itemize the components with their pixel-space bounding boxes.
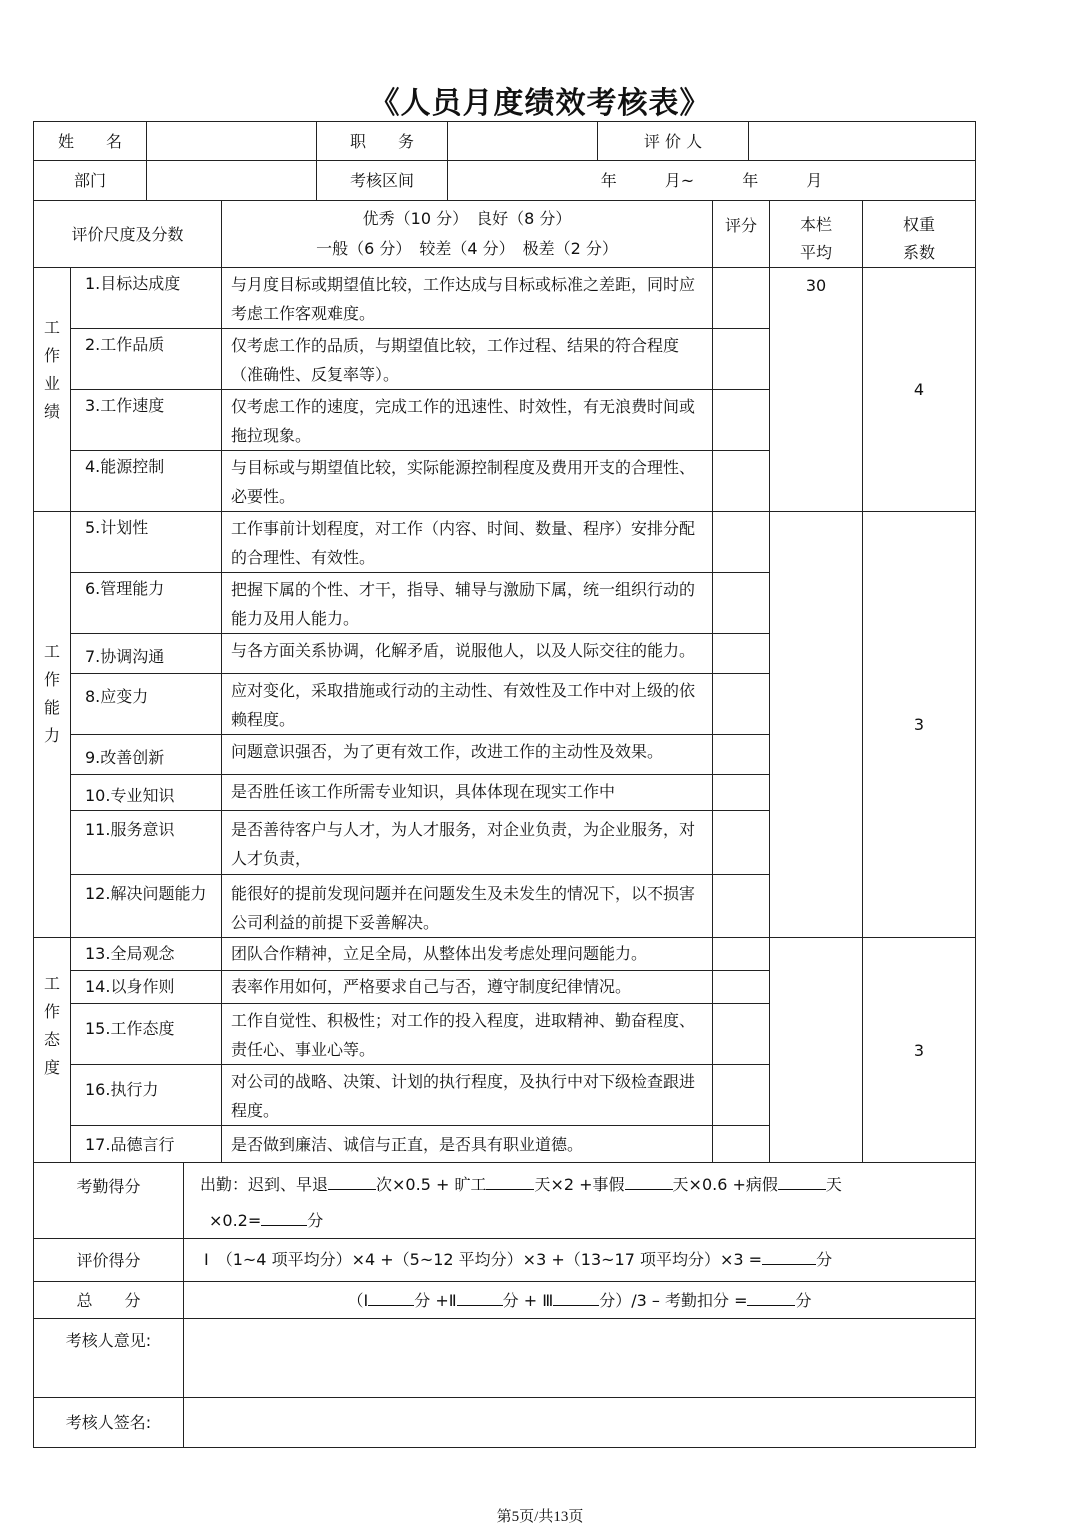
name-field[interactable] [146,121,317,161]
position-label: 职 务 [316,121,448,161]
item-description: 与月度目标或期望值比较，工作达成与目标或标准之差距，同时应考虑工作客观难度。 [221,267,713,329]
item-name: 8.应变力 [70,673,222,735]
attendance-label: 考勤得分 [33,1162,184,1239]
item-name: 7.协调沟通 [70,633,222,674]
attendance-score-blank[interactable] [261,1207,307,1226]
total-score-blank[interactable] [747,1287,795,1306]
item-score[interactable] [712,1125,770,1163]
item-score[interactable] [712,450,770,512]
item-name: 12.解决问题能力 [70,874,222,938]
item-name: 17.品德言行 [70,1125,222,1163]
period-label: 考核区间 [316,160,448,201]
group-weight-attitude: 3 [862,937,976,1163]
period-field[interactable]: 年 月~ 年 月 [447,160,976,201]
item-description: 对公司的战略、决策、计划的执行程度，及执行中对下级检查跟进程度。 [221,1064,713,1126]
item-score[interactable] [712,673,770,735]
department-label: 部门 [33,160,147,201]
item-name: 16.执行力 [70,1064,222,1126]
item-name: 3.工作速度 [70,389,222,451]
group-weight-ability: 3 [862,511,976,938]
scale-line-1: 优秀（10 分） 良好（8 分） [362,209,572,228]
attendance-formula: 出勤：迟到、早退 次×0.5 + 旷工 天×2 +事假 天×0.6 +病假 天 ×0.2= 分 [183,1162,976,1239]
item-name: 4.能源控制 [70,450,222,512]
item-description: 表率作用如何，严格要求自己与否，遵守制度纪律情况。 [221,970,713,1004]
item-description: 工作事前计划程度，对工作（内容、时间、数量、程序）安排分配的合理性、有效性。 [221,511,713,573]
item-name: 1.目标达成度 [70,267,222,329]
item-name: 13.全局观念 [70,937,222,971]
total-iii-blank[interactable] [553,1287,599,1306]
evaluator-label: 评 价 人 [597,121,749,161]
position-field[interactable] [447,121,598,161]
total-label: 总 分 [33,1281,184,1319]
item-description: 与各方面关系协调，化解矛盾，说服他人，以及人际交往的能力。 [221,633,713,674]
evaluator-field[interactable] [748,121,976,161]
item-name: 9.改善创新 [70,734,222,775]
personal-leave-blank[interactable] [625,1171,673,1190]
item-description: 应对变化，采取措施或行动的主动性、有效性及工作中对上级的依赖程度。 [221,673,713,735]
late-count-blank[interactable] [328,1171,376,1190]
group-average-attitude [769,937,863,1163]
item-name: 11.服务意识 [70,810,222,875]
item-description: 仅考虑工作的品质，与期望值比较，工作过程、结果的符合程度（准确性、反复率等）。 [221,328,713,390]
page-title: 《人员月度绩效考核表》 [369,86,711,121]
item-score[interactable] [712,1064,770,1126]
group-label-performance: 工作业绩 [33,267,71,512]
item-description: 是否善待客户与人才，为人才服务，对企业负责，为企业服务，对人才负责， [221,810,713,875]
item-score[interactable] [712,734,770,775]
item-score[interactable] [712,267,770,329]
name-label: 姓 名 [33,121,147,161]
total-formula: （Ⅰ 分 +Ⅱ 分 + Ⅲ 分）/3 – 考勤扣分 = 分 [183,1281,976,1319]
absent-days-blank[interactable] [486,1171,534,1190]
item-description: 把握下属的个性、才干，指导、辅导与激励下属，统一组织行动的能力及用人能力。 [221,572,713,634]
item-description: 团队合作精神，立足全局，从整体出发考虑处理问题能力。 [221,937,713,971]
item-description: 工作自觉性、积极性；对工作的投入程度，进取精神、勤奋程度、责任心、事业心等。 [221,1003,713,1065]
group-average-performance: 30 [769,267,863,512]
item-score[interactable] [712,389,770,451]
scale-description [221,200,713,268]
group-label-attitude: 工作态度 [33,937,71,1163]
item-score[interactable] [712,970,770,1004]
item-score[interactable] [712,1003,770,1065]
appraisal-form [33,121,976,1448]
item-score[interactable] [712,774,770,811]
item-description: 仅考虑工作的速度，完成工作的迅速性、时效性，有无浪费时间或拖拉现象。 [221,389,713,451]
evaluation-label: 评价得分 [33,1238,184,1282]
scale-label: 评价尺度及分数 [33,200,222,268]
opinion-field[interactable] [183,1318,976,1398]
item-name: 5.计划性 [70,511,222,573]
item-score[interactable] [712,937,770,971]
item-score[interactable] [712,572,770,634]
item-score[interactable] [712,633,770,674]
total-i-blank[interactable] [368,1287,414,1306]
sick-leave-blank[interactable] [778,1171,826,1190]
item-score[interactable] [712,874,770,938]
item-description: 与目标或与期望值比较，实际能源控制程度及费用开支的合理性、必要性。 [221,450,713,512]
scale-line-2: 一般（6 分） 较差（4 分） 极差（2 分） [316,239,618,258]
item-score[interactable] [712,810,770,875]
page-footer: 第5页/共13页 [496,1509,584,1525]
evaluation-score-blank[interactable] [762,1246,816,1265]
item-name: 14.以身作则 [70,970,222,1004]
signature-label: 考核人签名: [33,1397,184,1448]
item-name: 10.专业知识 [70,774,222,811]
item-name: 2.工作品质 [70,328,222,390]
total-ii-blank[interactable] [457,1287,503,1306]
group-label-ability: 工作能力 [33,511,71,938]
item-name: 15.工作态度 [70,1003,222,1065]
item-name: 6.管理能力 [70,572,222,634]
score-column-header: 评分 [712,200,770,268]
opinion-label: 考核人意见: [33,1318,184,1398]
signature-field[interactable] [183,1397,976,1448]
department-field[interactable] [146,160,317,201]
average-column-header: 本栏平均 [769,200,863,268]
item-score[interactable] [712,511,770,573]
item-score[interactable] [712,328,770,390]
weight-column-header: 权重系数 [862,200,976,268]
item-description: 是否做到廉洁、诚信与正直，是否具有职业道德。 [221,1125,713,1163]
item-description: 是否胜任该工作所需专业知识，具体体现在现实工作中 [221,774,713,811]
item-description: 问题意识强否，为了更有效工作，改进工作的主动性及效果。 [221,734,713,775]
group-weight-performance: 4 [862,267,976,512]
item-description: 能很好的提前发现问题并在问题发生及未发生的情况下，以不损害公司利益的前提下妥善解决。 [221,874,713,938]
group-average-ability [769,511,863,938]
evaluation-formula: Ⅰ （1~4 项平均分）×4 +（5~12 平均分）×3 +（13~17 项平均分）×3 = 分 [183,1238,976,1282]
